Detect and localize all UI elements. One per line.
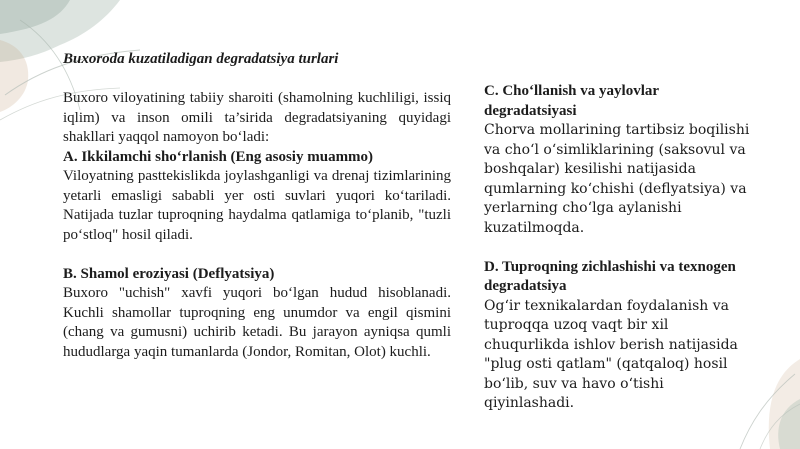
section-c-body: Chorva mollarining tartibsiz boqilishi va cho‘l o‘simliklarining (saksovul va boshqalar) kesilishi natijasida qumlarning ko‘chishi (deflyatsiya) va yerlarning cho‘lga aylanishi kuzatilmoqda. [484,122,750,236]
section-b-heading: B. Shamol eroziyasi (Deflyatsiya) [63,265,275,282]
left-column [63,50,451,362]
section-a-heading: A. Ikkilamchi sho‘rlanish (Eng asosiy muammo) [63,148,374,165]
section-d-heading: D. Tuproqning zichlashishi va texnogen degradatsiya [484,258,736,294]
intro-paragraph: Buxoro viloyatining tabiiy sharoiti (shamolning kuchliligi, issiq iqlim) va inson omili ta’sirida degradatsiyaning quyidagi shakllari yaqqol namoyon bo‘ladi: [63,90,451,145]
document-title: Buxoroda kuzatiladigan degradatsiya turlari [63,51,339,67]
section-a-body: Viloyatning pasttekislikda joylashganligi va drenaj tizimlarining yetarli emasligi sababli yer osti suvlari yuqori ko‘tariladi. Natijada tuzlar tuproqning haydalma qatlamiga to‘planib, "tuzli po‘stloq" hosil qiladi. [63,168,451,243]
right-column [484,82,754,414]
section-b-body: Buxoro "uchish" xavfi yuqori bo‘lgan hudud hisoblanadi. Kuchli shamollar tuproqning eng unumdor va engil qismini (chang va gumusni) uchirib ketadi. Bu jarayon ayniqsa qumli hududlarga yaqin tumanlarda (Jondor, Romitan, Olot) kuchli. [63,285,451,360]
section-c-heading: C. Cho‘llanish va yaylovlar degradatsiyasi [484,83,659,119]
section-d-body: Og‘ir texnikalardan foydalanish va tuproqqa uzoq vaqt bir xil chuqurlikda ishlov berish natijasida "plug osti qatlam" (qatqaloq) hosil bo‘lib, suv va havo o‘tishi qiyinlashadi. [484,297,738,411]
